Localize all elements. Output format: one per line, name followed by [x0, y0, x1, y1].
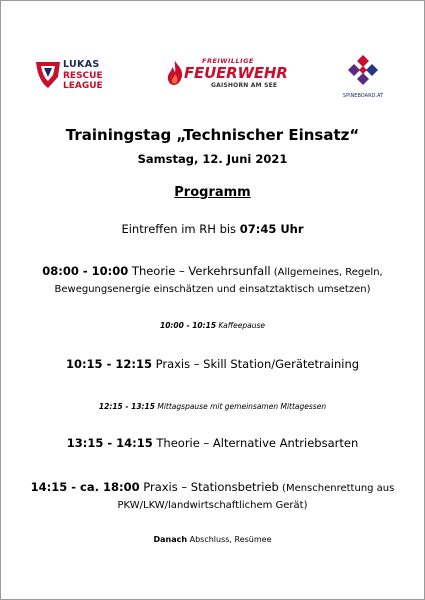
schedule-item-lunch-break [1, 402, 424, 411]
spineboard-logo [337, 53, 389, 101]
schedule-item-skill-station [1, 356, 424, 373]
schedule-time: 12:15 - 13:15 [98, 402, 155, 411]
schedule-activity: Theorie – Verkehrsunfall [128, 264, 271, 278]
feuerwehr-logo-bottom: GAISHORN AM SEE [211, 82, 278, 89]
closing-text: Abschluss, Resümee [187, 535, 272, 544]
spineboard-cross-icon [346, 53, 380, 91]
flame-icon [166, 60, 184, 86]
closing-line [1, 535, 424, 544]
schedule-activity: Kaffeepause [216, 321, 265, 330]
feuerwehr-logo-top: FREIWILLIGE [202, 57, 254, 65]
event-date: Samstag, 12. Juni 2021 [137, 152, 288, 166]
arrival-text: Eintreffen im RH bis [121, 222, 240, 236]
schedule-time: 14:15 - ca. 18:00 [30, 480, 140, 494]
arrival-line [1, 222, 424, 236]
lukas-logo-line2: RESCUE [63, 70, 103, 81]
schedule-detail: (Menschenrettung aus [278, 483, 395, 494]
schedule-time: 10:15 - 12:15 [65, 357, 152, 371]
schedule-activity: Mittagspause mit gemeinsamen Mittagessen [154, 402, 327, 411]
lukas-shield-icon [34, 59, 62, 89]
schedule-detail: (Allgemeines, Regeln, [270, 267, 383, 278]
schedule-time: 10:00 - 10:15 [160, 321, 217, 330]
program-heading: Programm [174, 185, 251, 200]
schedule-time: 08:00 - 10:00 [42, 264, 129, 278]
schedule-detail-continued: PKW/LKW/landwirtschaftlichem Gerät) [117, 500, 308, 511]
schedule-time: 13:15 - 14:15 [66, 436, 153, 450]
lukas-logo-text [63, 60, 103, 92]
lukas-logo-line3: LEAGUE [63, 81, 103, 91]
feuerwehr-logo [166, 57, 288, 91]
schedule-detail-continued: Bewegungsenergie einschätzen und einsatztaktisch umsetzen) [54, 284, 371, 295]
lukas-rescue-league-logo [34, 59, 119, 95]
schedule-item-theory-drives [1, 435, 424, 452]
schedule-activity: Praxis – Stationsbetrieb [139, 480, 279, 494]
schedule-activity: Theorie – Alternative Antriebsarten [152, 436, 359, 450]
schedule-activity: Praxis – Skill Station/Gerätetraining [151, 357, 360, 371]
closing-label: Danach [153, 535, 188, 544]
feuerwehr-logo-main: FEUERWEHR [184, 64, 288, 82]
schedule-item-theory-accident [1, 263, 424, 298]
schedule-item-station-practice [1, 479, 424, 514]
spineboard-logo-text: SPINEBOARD.AT [342, 93, 384, 99]
logo-bar [1, 49, 424, 111]
lukas-logo-line1: LUKAS [63, 59, 100, 70]
page-title: Trainingstag „Technischer Einsatz“ [65, 126, 360, 144]
schedule-item-coffee-break [1, 321, 424, 330]
arrival-time: 07:45 Uhr [239, 222, 304, 236]
